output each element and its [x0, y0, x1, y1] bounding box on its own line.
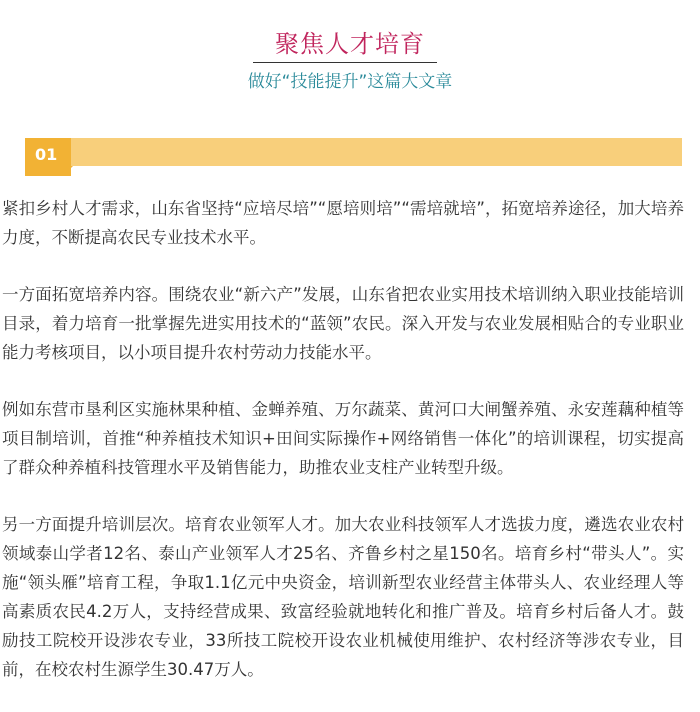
paragraph-2: 一方面拓宽培养内容。围绕农业“新六产”发展，山东省把农业实用技术培训纳入职业技能培训目录，着力培育一批掌握先进实用技术的“蓝领”农民。深入开发与农业发展相贴合的专业职业能力考核项目，以小项目提升农村劳动力技能水平。 — [2, 285, 684, 362]
title-underline — [253, 62, 437, 63]
paragraph-3: 例如东营市垦利区实施林果种植、金蝉养殖、万尔蔬菜、黄河口大闸蟹养殖、永安莲藕种植等项目制培训，首推“种养植技术知识+田间实际操作+网络销售一体化”的培训课程，切实提高了群众种养植科技管理水平及销售能力，助推农业支柱产业转型升级。 — [2, 400, 684, 477]
section-bar-strip — [63, 138, 682, 166]
article-header — [0, 0, 700, 110]
page-title: 聚焦人才培育 — [275, 30, 425, 58]
badge-fold-decoration — [63, 166, 73, 176]
section-number-badge: 01 — [25, 138, 71, 176]
section-header-bar — [0, 128, 700, 180]
page-subtitle: 做好“技能提升”这篇大文章 — [247, 72, 453, 92]
article-body — [2, 194, 684, 712]
paragraph-1: 紧扣乡村人才需求，山东省坚持“应培尽培”“愿培则培”“需培就培”，拓宽培养途径，加大培养力度，不断提高农民专业技术水平。 — [2, 199, 684, 247]
paragraph-4: 另一方面提升培训层次。培育农业领军人才。加大农业科技领军人才选拔力度，遴选农业农村领域泰山学者12名、泰山产业领军人才25名、齐鲁乡村之星150名。培育乡村“带头人”。实施“领头雁”培育工程，争取1.1亿元中央资金，培训新型农业经营主体带头人、农业经理人等高素质农民4.2万人，支持经营成果、致富经验就地转化和推广普及。培育乡村后备人才。鼓励技工院校开设涉农专业，33所技工院校开设农业机械使用维护、农村经济等涉农专业，目前，在校农村生源学生30.47万人。 — [2, 515, 684, 679]
